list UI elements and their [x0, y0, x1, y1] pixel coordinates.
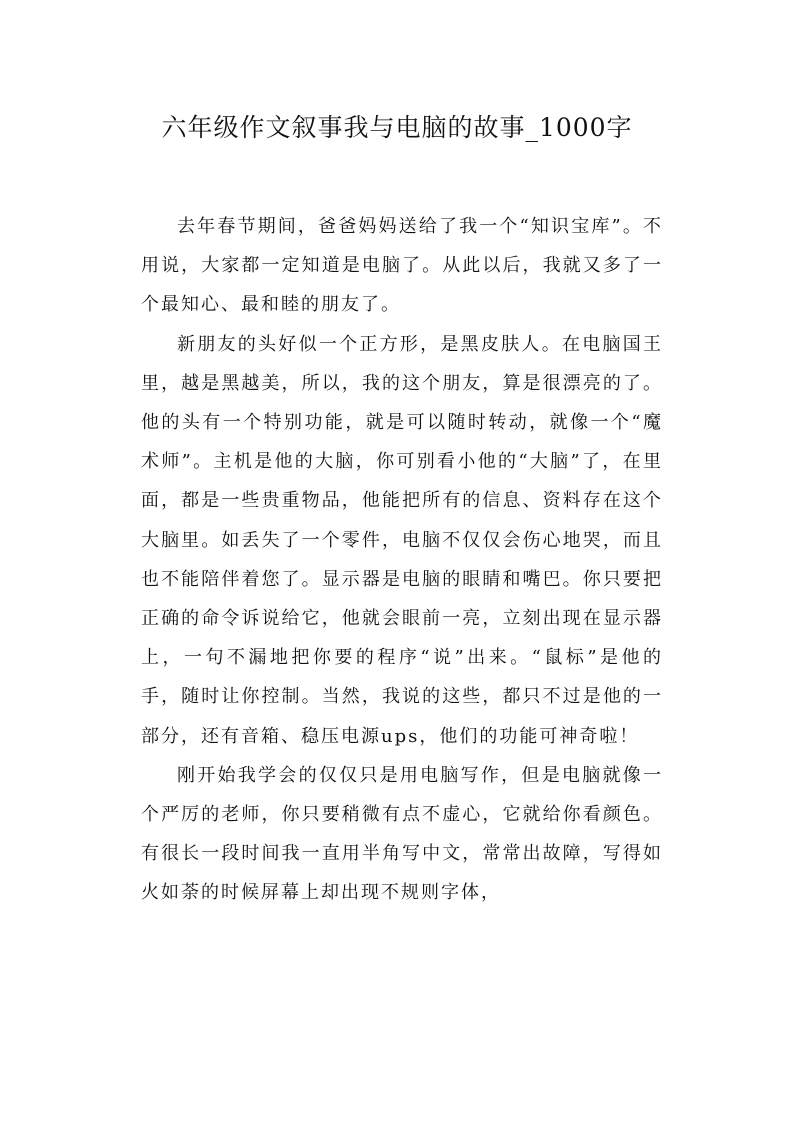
page-title: 六年级作文叙事我与电脑的故事_1000字: [161, 113, 633, 142]
paragraph: 去年春节期间，爸爸妈妈送给了我一个“知识宝库”。不用说，大家都一定知道是电脑了。从此以后，我就又多了一个最知心、最和睦的朋友了。: [141, 216, 663, 316]
article-body: [141, 207, 663, 913]
paragraph: 刚开始我学会的仅仅只是用电脑写作，但是电脑就像一个严厉的老师，你只要稍微有点不虚心，它就给你看颜色。有很长一段时间我一直用半角写中文，常常出故障，写得如火如荼的时候屏幕上却出现不规则字体，: [141, 764, 663, 904]
paragraph: 新朋友的头好似一个正方形，是黑皮肤人。在电脑国王里，越是黑越美，所以，我的这个朋友，算是很漂亮的了。他的头有一个特别功能，就是可以随时转动，就像一个“魔术师”。主机是他的大脑，你可别看小他的“大脑”了，在里面，都是一些贵重物品，他能把所有的信息、资料存在这个大脑里。如丢失了一个零件，电脑不仅仅会伤心地哭，而且也不能陪伴着您了。显示器是电脑的眼睛和嘴巴。你只要把正确的命令诉说给它，他就会眼前一亮，立刻出现在显示器上，一句不漏地把你要的程序“说”出来。“鼠标”是他的手，随时让你控制。当然，我说的这些，都只不过是他的一部分，还有音箱、稳压电源ups，他们的功能可神奇啦！: [141, 333, 663, 747]
